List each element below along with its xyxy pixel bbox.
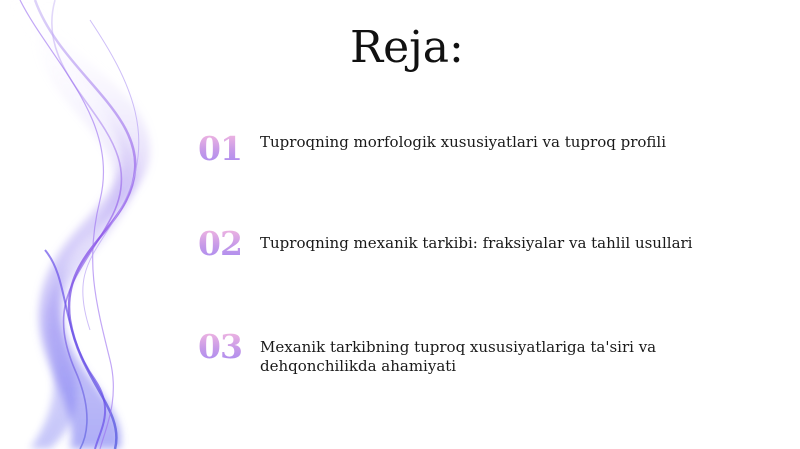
slide-title: Reja: bbox=[350, 22, 464, 73]
agenda-item-number: 01 bbox=[198, 129, 242, 168]
agenda-item-text: Tuproqning mexanik tarkibi: fraksiyalar va tahlil usullari bbox=[260, 234, 693, 252]
agenda-item bbox=[198, 224, 758, 284]
agenda-item bbox=[198, 128, 758, 188]
agenda-item-number: 02 bbox=[198, 224, 242, 263]
agenda-item bbox=[198, 326, 758, 386]
agenda-item-number: 03 bbox=[198, 327, 242, 366]
purple-smoke-wave-decoration bbox=[0, 0, 200, 449]
agenda-item-text: Mexanik tarkibning tuproq xususiyatlariga ta'siri va dehqonchilikda ahamiyati bbox=[260, 338, 657, 375]
agenda-item-text: Tuproqning morfologik xususiyatlari va tuproq profili bbox=[260, 133, 666, 151]
